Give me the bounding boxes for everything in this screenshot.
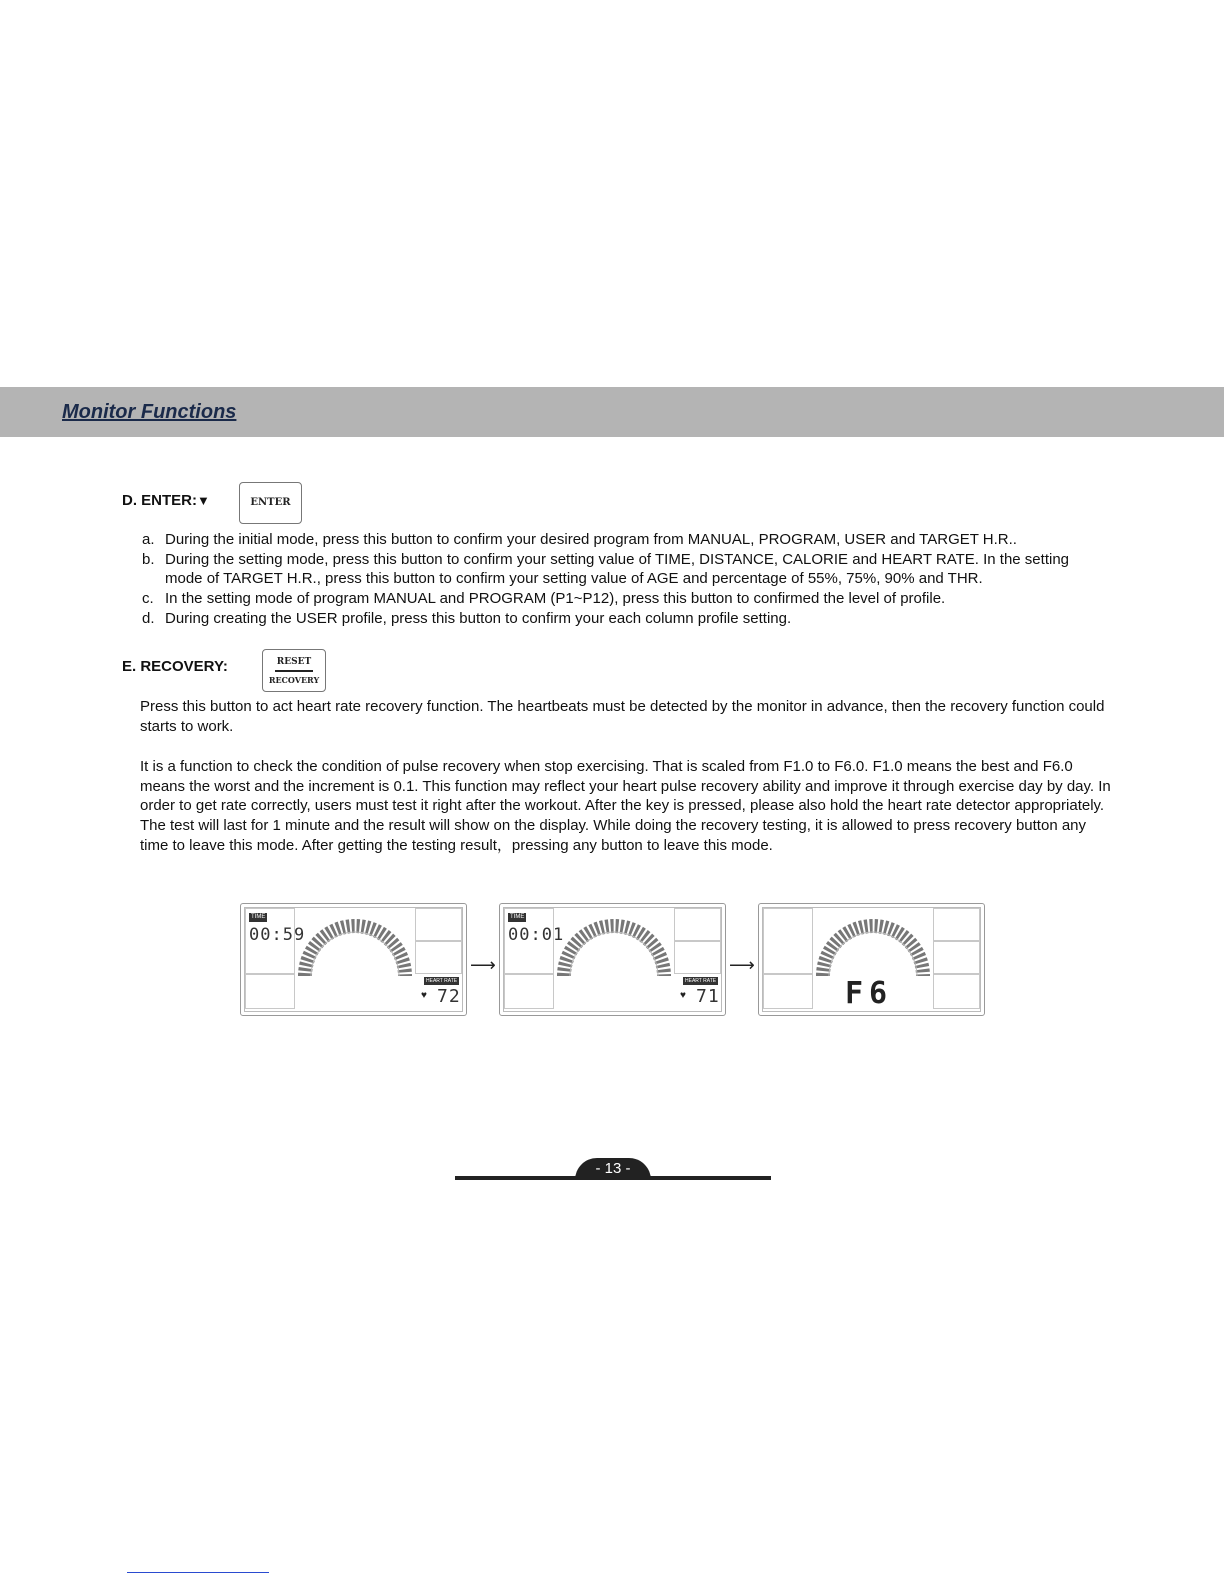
lcd-cell <box>933 908 980 941</box>
section-banner <box>0 387 1224 437</box>
speed-arc-icon <box>556 912 672 978</box>
enter-list <box>140 530 1090 629</box>
recovery-label: RECOVERY <box>268 675 320 685</box>
recovery-paragraph-2: It is a function to check the condition of pulse recovery when stop exercising. That is scaled from F1.0 to F6.0. F1.0 means the best and F6.0 means the worst and the increment is 0.1. This function may reflect your heart pulse recovery ability and improve it through exercise day by day. In order to get rate correctly, users must test it right after the workout. After the key is pressed, please also hold the heart rate detector appropriately. The test will last for 1 minute and the result will show on the display. While doing the recovery testing, it is allowed to press recovery button any time to leave this mode. After getting the testing result，pressing any button to leave this mode. <box>140 758 1111 854</box>
heart-icon: ♥ <box>680 990 686 1001</box>
time-readout: 00:59 <box>249 925 306 945</box>
right-arrow-icon: ⟶ <box>729 955 755 975</box>
heart-rate-badge: HEART RATE <box>426 978 458 984</box>
lcd-cell <box>674 941 721 974</box>
reset-recovery-key-illustration <box>262 649 326 692</box>
list-item: a. During the initial mode, press this button to confirm your desired program from MANUAL, PROGRAM, USER and TARGET H.R.. <box>142 531 1017 548</box>
recovery-result-readout: F6 <box>845 976 894 1011</box>
reset-label: RESET <box>276 657 312 667</box>
list-item: d. During creating the USER profile, press this button to confirm your each column profile setting. <box>142 609 792 627</box>
speed-arc-icon <box>297 912 413 978</box>
time-readout: 00:01 <box>508 925 565 945</box>
time-badge: TIME <box>251 914 266 920</box>
lcd-cell <box>933 941 980 974</box>
page-number-tab <box>575 1158 651 1180</box>
lcd-cell <box>504 974 554 1009</box>
lcd-display-3 <box>758 903 985 1016</box>
lcd-cell <box>245 974 295 1009</box>
heart-rate-badge: HEART RATE <box>685 978 717 984</box>
key-divider <box>275 670 313 672</box>
lcd-cell <box>415 941 462 974</box>
lcd-cell <box>763 974 813 1009</box>
lcd-frame <box>503 907 722 1012</box>
enter-heading-text: D. ENTER: <box>122 492 197 509</box>
recovery-heading: E. RECOVERY: <box>122 658 228 675</box>
heart-rate-readout: 71 <box>696 986 720 1007</box>
right-arrow-icon: ⟶ <box>470 955 496 975</box>
banner-title: Monitor Functions <box>62 401 237 423</box>
lcd-display-2 <box>499 903 726 1016</box>
lcd-frame <box>244 907 463 1012</box>
list-item: b. During the setting mode, press this button to confirm your setting value of TIME, DISTANCE, CALORIE and HEART RATE. In the setting mode of TARGET H.R., press this button to confirm your setting value of AGE and percentage of 55%, 75%, 90% and THR. <box>142 550 1070 588</box>
speed-arc-icon <box>815 912 931 978</box>
list-item: c. In the setting mode of program MANUAL and PROGRAM (P1~P12), press this button to confirmed the level of profile. <box>142 590 946 608</box>
lcd-time-cell <box>504 908 565 974</box>
page-number: - 13 - <box>595 1160 631 1177</box>
heart-rate-readout: 72 <box>437 986 461 1007</box>
time-badge: TIME <box>510 914 525 920</box>
lcd-frame <box>762 907 981 1012</box>
enter-key-illustration: ENTER <box>239 482 302 524</box>
lcd-cell <box>933 974 980 1009</box>
heart-icon: ♥ <box>421 990 427 1001</box>
down-triangle-icon: ▼ <box>197 493 210 508</box>
recovery-paragraph-1: Press this button to act heart rate recovery function. The heartbeats must be detected by the monitor in advance, then the recovery function could starts to work. <box>140 698 1105 735</box>
lcd-cell <box>763 908 813 974</box>
lcd-cell <box>674 908 721 941</box>
lcd-time-cell <box>245 908 306 974</box>
lcd-display-1 <box>240 903 467 1016</box>
enter-heading <box>122 492 210 509</box>
lcd-cell <box>415 908 462 941</box>
footer-blue-rule <box>127 1572 269 1573</box>
